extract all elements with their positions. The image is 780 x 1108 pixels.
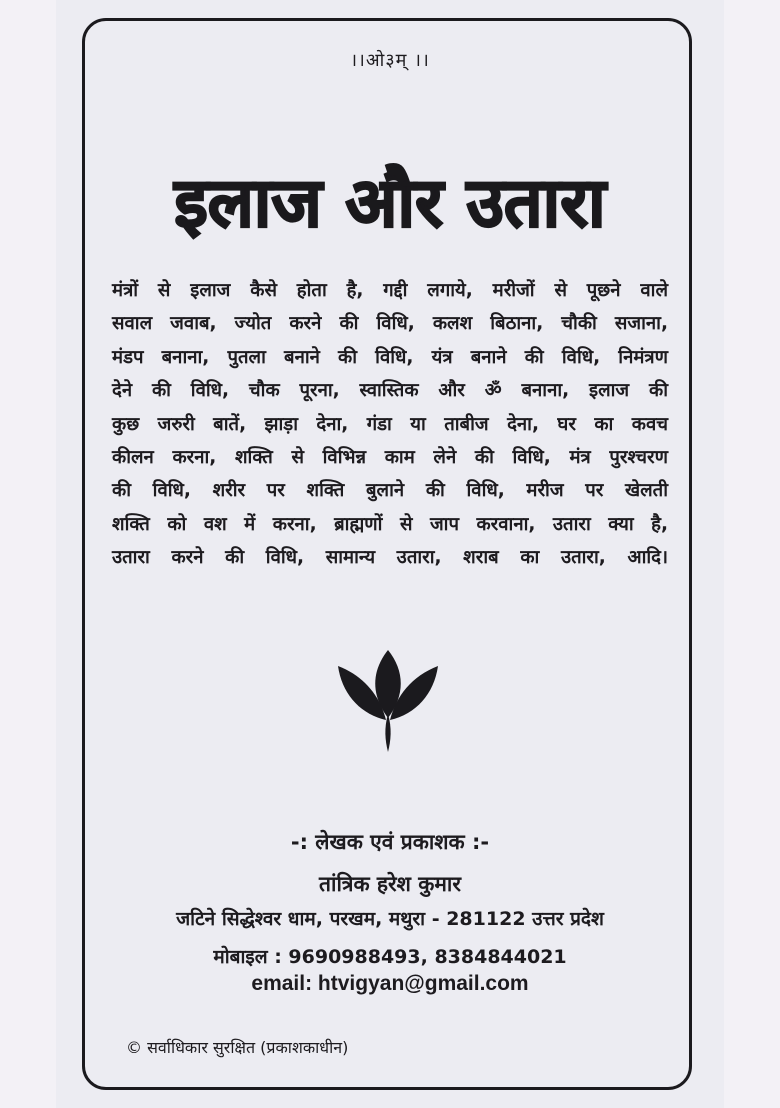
contents-line: की विधि, शरीर पर शक्ति बुलाने की विधि, मरीज पर खेलती xyxy=(112,480,668,502)
contents-line: कीलन करना, शक्ति से विभिन्न काम लेने की विधि, मंत्र पुरश्चरण xyxy=(112,447,668,469)
contents-line: कुछ जरुरी बातें, झाड़ा देना, गंडा या ताबीज देना, घर का कवच xyxy=(112,413,668,435)
lotus-icon xyxy=(336,648,440,752)
contents-line: शक्ति को वश में करना, ब्राह्मणों से जाप करवाना, उतारा क्या है, xyxy=(112,513,668,535)
publisher-address: जटिने सिद्धेश्वर धाम, परखम, मथुरा - 281122 उत्तर प्रदेश xyxy=(176,908,604,930)
mobile-numbers: मोबाइल : 9690988493, 8384844021 xyxy=(213,946,567,968)
book-title: इलाज और उतारा xyxy=(174,164,606,243)
author-name: तांत्रिक हरेश कुमार xyxy=(319,872,461,896)
copyright-notice: © सर्वाधिकार सुरक्षित (प्रकाशकाधीन) xyxy=(126,1038,349,1057)
author-publisher-label: -: लेखक एवं प्रकाशक :- xyxy=(290,830,490,854)
contents-line: सवाल जवाब, ज्योत करने की विधि, कलश बिठाना, चौकी सजाना, xyxy=(112,313,668,335)
contents-paragraph xyxy=(112,274,668,575)
contents-line: देने की विधि, चौक पूरना, स्वास्तिक और ॐ बनाना, इलाज की xyxy=(112,380,668,402)
contents-line: मंडप बनाना, पुतला बनाने की विधि, यंत्र बनाने की विधि, निमंत्रण xyxy=(112,346,668,368)
invocation-heading: ।।ओ३म् ।। xyxy=(350,50,430,71)
contents-line: मंत्रों से इलाज कैसे होता है, गद्दी लगाये, मरीजों से पूछने वाले xyxy=(112,280,668,301)
email-address: email: htvigyan@gmail.com xyxy=(251,972,529,995)
contents-line: उतारा करने की विधि, सामान्य उतारा, शराब का उतारा, आदि। xyxy=(112,547,668,569)
